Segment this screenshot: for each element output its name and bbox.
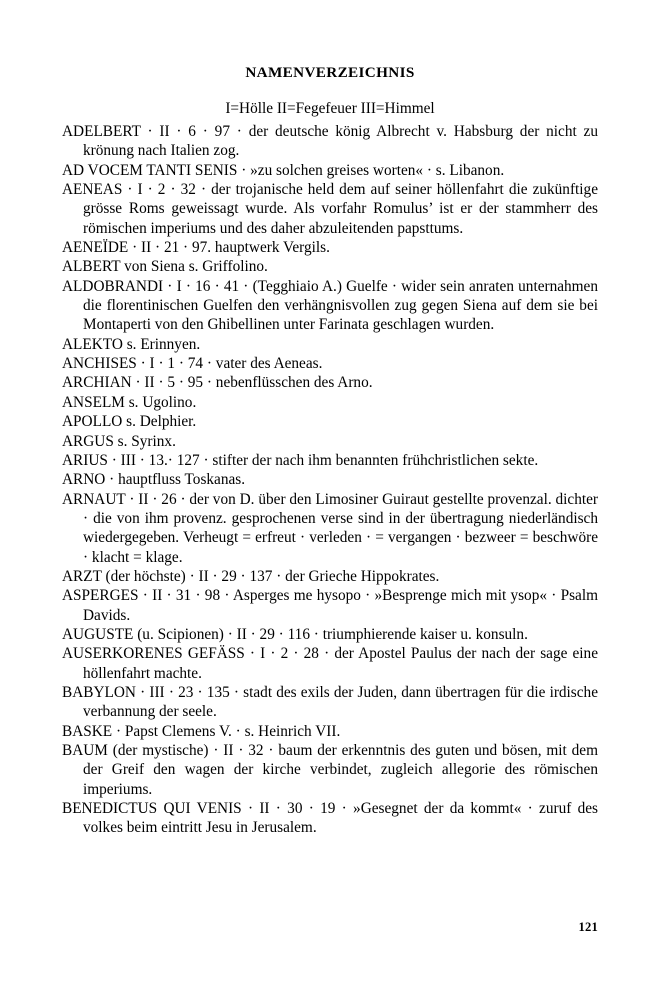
index-entry: ARNAUT · II · 26 · der von D. über den Limosiner Guiraut gestellte provenzal. dichter · die von ihm provenz. gesprochenen verse sind in der übertragung niederländisch wiedergegeben. Verheugt = erfreut · verleden · = vergangen · bezweer = beschwöre · klacht = klage. — [62, 490, 598, 566]
index-entry: AUGUSTE (u. Scipionen) · II · 29 · 116 · triumphierende kaiser u. konsuln. — [62, 625, 528, 643]
index-entry: AD VOCEM TANTI SENIS · »zu solchen greises worten« · s. Libanon. — [62, 161, 505, 179]
index-entry-list — [62, 122, 598, 838]
index-entry: APOLLO s. Delphier. — [62, 413, 197, 431]
index-entry: AENEÏDE · II · 21 · 97. hauptwerk Vergils. — [62, 239, 330, 257]
index-entry: ALEKTO s. Erinnyen. — [62, 335, 201, 353]
index-entry: ADELBERT · II · 6 · 97 · der deutsche könig Albrecht v. Habsburg der nicht zu krönung nach Italien zog. — [62, 123, 598, 160]
page-number: 121 — [578, 920, 598, 934]
index-entry: ARGUS s. Syrinx. — [62, 432, 176, 450]
index-entry: ARIUS · III · 13.· 127 · stifter der nach ihm benannten frühchristlichen sekte. — [62, 451, 539, 469]
index-entry: BASKE · Papst Clemens V. · s. Heinrich VII. — [62, 722, 341, 740]
index-entry: BABYLON · III · 23 · 135 · stadt des exils der Juden, dann übertragen für die irdische verbannung der seele. — [62, 683, 598, 721]
index-entry: AENEAS · I · 2 · 32 · der trojanische held dem auf seiner höllenfahrt die zukünftige grösse Roms geweissagt wurde. Als vorfahr Romulus’ ist er der stammherr des römischen imperiums und des daher abzuleitenden papsttums. — [62, 181, 598, 237]
index-entry: ARCHIAN · II · 5 · 95 · nebenflüsschen des Arno. — [62, 374, 373, 392]
index-entry: ANCHISES · I · 1 · 74 · vater des Aeneas. — [62, 355, 323, 373]
index-entry: ANSELM s. Ugolino. — [62, 393, 197, 411]
index-entry: BAUM (der mystische) · II · 32 · baum der erkenntnis des guten und bösen, mit dem der Greif den wagen der kirche verbindet, zugleich allegorie des römischen imperiums. — [62, 742, 598, 798]
index-entry: AUSERKORENES GEFÄSS · I · 2 · 28 · der Apostel Paulus der nach der sage eine höllenfahrt machte. — [62, 645, 598, 682]
index-entry: ARZT (der höchste) · II · 29 · 137 · der Grieche Hippokrates. — [62, 567, 440, 585]
index-entry: ALBERT von Siena s. Griffolino. — [62, 258, 268, 276]
index-entry: ALDOBRANDI · I · 16 · 41 · (Tegghiaio A.) Guelfe · wider sein anraten unternahmen die florentinischen Guelfen den verhängnisvollen zug gegen Siena auf dem sie bei Montaperti von den Ghibellinen unter Farinata geschlagen wurden. — [62, 277, 598, 334]
index-entry: ASPERGES · II · 31 · 98 · Asperges me hysopo · »Besprenge mich mit ysop« · Psalm Davids. — [62, 587, 598, 624]
page-title: NAMENVERZEICHNIS — [245, 64, 415, 81]
index-entry: BENEDICTUS QUI VENIS · II · 30 · 19 · »Gesegnet der da kommt« · zuruf des volkes beim eintritt Jesu in Jerusalem. — [62, 800, 598, 837]
index-entry: ARNO · hauptfluss Toskanas. — [62, 471, 246, 489]
abbreviation-key-line: I=Hölle II=Fegefeuer III=Himmel — [225, 100, 435, 117]
